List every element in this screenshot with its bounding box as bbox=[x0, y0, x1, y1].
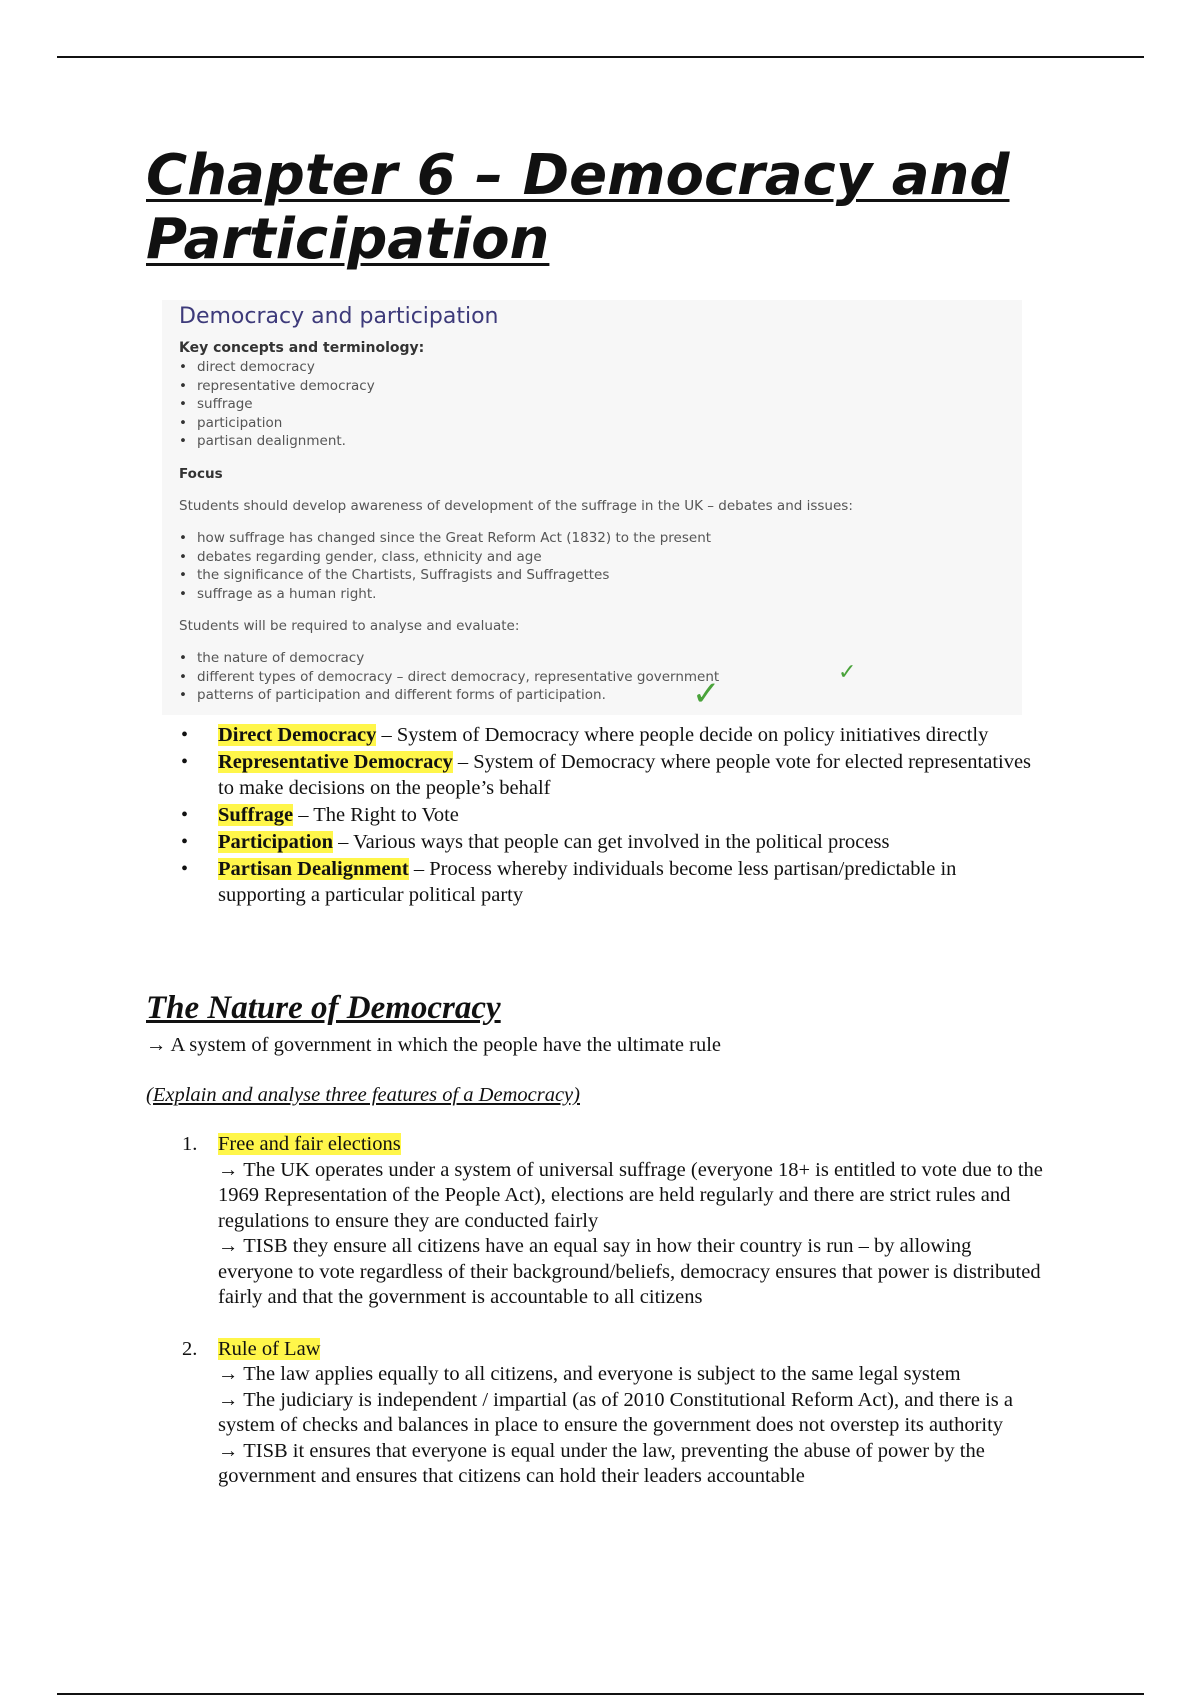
list-item: • different types of democracy – direct democracy, representative government bbox=[179, 668, 719, 687]
feature-point: → The UK operates under a system of universal suffrage (everyone 18+ is entitled to vote due to the 1969 Representation of the People Act), elections are held regularly and there are strict rules and regulations to ensure they are conducted fairly bbox=[218, 1158, 1043, 1232]
key-terms-list bbox=[178, 722, 1048, 909]
list-item bbox=[178, 749, 1048, 801]
question-prompt: (Explain and analyse three features of a Democracy) bbox=[146, 1084, 580, 1106]
focus-label: Focus bbox=[179, 466, 223, 482]
bottom-rule bbox=[57, 1693, 1144, 1695]
key-concepts-label: Key concepts and terminology: bbox=[179, 340, 425, 356]
checkmark-icon: ✓ bbox=[692, 674, 721, 714]
focus-list bbox=[179, 529, 711, 603]
specification-excerpt bbox=[162, 300, 1022, 715]
focus-intro: Students should develop awareness of development of the suffrage in the UK – debates and issues: bbox=[179, 498, 853, 514]
term-label: Direct Democracy bbox=[218, 724, 377, 746]
top-rule bbox=[57, 56, 1144, 58]
analyse-list bbox=[179, 649, 719, 705]
list-item: • suffrage bbox=[179, 395, 375, 414]
term-definition: – The Right to Vote bbox=[293, 804, 459, 826]
page-title bbox=[146, 144, 1046, 272]
list-item bbox=[178, 856, 1048, 908]
list-item: • direct democracy bbox=[179, 358, 375, 377]
spec-heading: Democracy and participation bbox=[179, 304, 499, 329]
list-item bbox=[178, 829, 1048, 855]
feature-number: 2. bbox=[182, 1337, 198, 1360]
feature-title: Free and fair elections bbox=[218, 1133, 401, 1155]
term-label: Suffrage bbox=[218, 804, 294, 826]
feature-point: → The law applies equally to all citizens, and everyone is subject to the same legal system bbox=[218, 1363, 961, 1385]
title-line-1: Chapter 6 – Democracy and bbox=[146, 143, 1010, 208]
analyse-intro: Students will be required to analyse and evaluate: bbox=[179, 618, 520, 634]
list-item: • suffrage as a human right. bbox=[179, 585, 711, 604]
list-item: • the significance of the Chartists, Suffragists and Suffragettes bbox=[179, 566, 711, 585]
term-label: Participation bbox=[218, 831, 334, 853]
feature-point: → TISB it ensures that everyone is equal under the law, preventing the abuse of power by the government and ensures that citizens can hold their leaders accountable bbox=[218, 1439, 985, 1487]
list-item: • partisan dealignment. bbox=[179, 432, 375, 451]
title-line-2: Participation bbox=[146, 207, 550, 272]
list-item: • patterns of participation and different forms of participation. bbox=[179, 686, 719, 705]
feature-item bbox=[178, 1132, 1048, 1311]
list-item bbox=[178, 802, 1048, 828]
key-concepts-list bbox=[179, 358, 375, 451]
term-definition: – System of Democracy where people vote for elected representatives to make decisions on the people’s behalf bbox=[218, 751, 1032, 799]
list-item: • representative democracy bbox=[179, 377, 375, 396]
feature-number: 1. bbox=[182, 1133, 198, 1155]
term-label: Representative Democracy bbox=[218, 751, 453, 773]
feature-point: → The judiciary is independent / impartial (as of 2010 Constitutional Reform Act), and there is a system of checks and balances in place to ensure the government does not overstep its authority bbox=[218, 1388, 1013, 1436]
feature-point: → TISB they ensure all citizens have an equal say in how their country is run – by allowing everyone to vote regardless of their background/beliefs, democracy ensures that power is distributed fairly and that the government is accountable to all citizens bbox=[218, 1235, 1041, 1308]
features-list bbox=[178, 1132, 1048, 1516]
term-definition: – Various ways that people can get involved in the political process bbox=[333, 831, 890, 853]
section-heading: The Nature of Democracy bbox=[146, 990, 501, 1026]
term-definition: – Process whereby individuals become less partisan/predictable in supporting a particular political party bbox=[218, 858, 957, 906]
list-item: • the nature of democracy bbox=[179, 649, 719, 668]
section-definition: → A system of government in which the people have the ultimate rule bbox=[146, 1034, 722, 1056]
list-item: • participation bbox=[179, 414, 375, 433]
checkmark-icon: ✓ bbox=[838, 660, 857, 685]
feature-title: Rule of Law bbox=[218, 1337, 321, 1360]
list-item bbox=[178, 722, 1048, 748]
list-item: • how suffrage has changed since the Great Reform Act (1832) to the present bbox=[179, 529, 711, 548]
term-definition: – System of Democracy where people decide on policy initiatives directly bbox=[376, 724, 989, 746]
feature-item bbox=[178, 1337, 1048, 1490]
term-label: Partisan Dealignment bbox=[218, 858, 409, 880]
list-item: • debates regarding gender, class, ethnicity and age bbox=[179, 548, 711, 567]
